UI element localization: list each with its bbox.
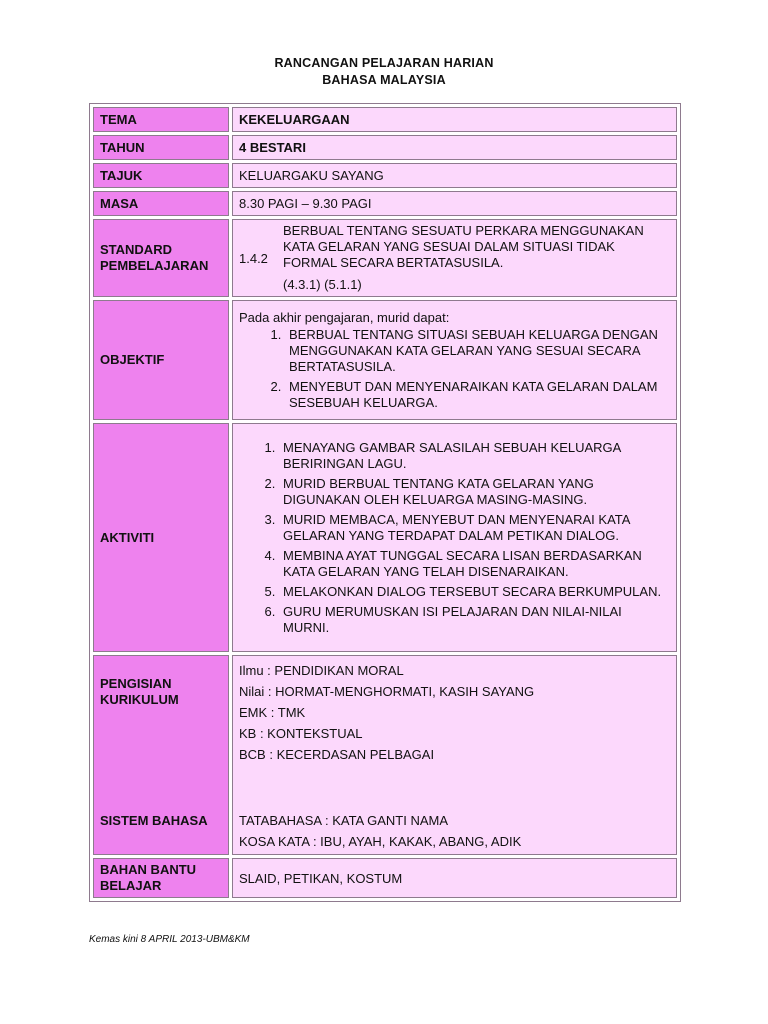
value-tahun: 4 BESTARI [232, 135, 677, 160]
document-subtitle: BAHASA MALAYSIA [322, 73, 446, 87]
objektif-item: 1. BERBUAL TENTANG SITUASI SEBUAH KELUARGA DENGAN MENGGUNAKAN KATA GELARAN YANG SESUAI SECARA BERTATASUSILA. [285, 327, 670, 375]
label-bahan-line2: BELAJAR [100, 878, 162, 893]
standard-refs: (4.3.1) (5.1.1) [283, 277, 362, 292]
label-sistem-bahasa: SISTEM BAHASA [100, 813, 208, 828]
value-pengisian-sistem [232, 655, 677, 855]
value-tema: KEKELUARGAAN [232, 107, 677, 132]
lesson-plan-table [89, 103, 681, 902]
aktiviti-list [239, 440, 670, 636]
row-objektif [93, 300, 677, 420]
label-aktiviti: AKTIVITI [93, 423, 229, 652]
row-bahan [93, 858, 677, 898]
row-tajuk [93, 163, 677, 188]
pengisian-line: Nilai : HORMAT-MENGHORMATI, KASIH SAYANG [239, 684, 535, 699]
objektif-intro: Pada akhir pengajaran, murid dapat: [239, 310, 450, 325]
standard-block [239, 223, 670, 293]
objektif-list [239, 327, 670, 411]
label-standard-line2: PEMBELAJARAN [100, 258, 209, 273]
label-tema: TEMA [93, 107, 229, 132]
aktiviti-item: 4. MEMBINA AYAT TUNGGAL SECARA LISAN BERDASARKAN KATA GELARAN YANG TELAH DISENARAIKAN. [279, 548, 670, 580]
row-pengisian-sistem [93, 655, 677, 855]
aktiviti-item: 5. MELAKONKAN DIALOG TERSEBUT SECARA BERKUMPULAN. [279, 584, 670, 600]
pengisian-line: KB : KONTEKSTUAL [239, 726, 363, 741]
label-standard [93, 219, 229, 297]
label-bahan-line1: BAHAN BANTU [100, 862, 197, 877]
objektif-item: 2. MENYEBUT DAN MENYENARAIKAN KATA GELARAN DALAM SESEBUAH KELUARGA. [285, 379, 670, 411]
sistem-line: KOSA KATA : IBU, AYAH, KAKAK, ABANG, ADIK [239, 834, 522, 849]
label-bahan [93, 858, 229, 898]
footer-note: Kemas kini 8 APRIL 2013-UBM&KM [89, 934, 250, 945]
row-tahun [93, 135, 677, 160]
aktiviti-item: 1. MENAYANG GAMBAR SALASILAH SEBUAH KELUARGA BERIRINGAN LAGU. [279, 440, 670, 472]
label-pengisian-line1: PENGISIAN [100, 676, 172, 691]
label-pengisian-sistem [93, 655, 229, 855]
document-title: RANCANGAN PELAJARAN HARIAN [274, 56, 494, 70]
label-pengisian-line2: KURIKULUM [100, 692, 179, 707]
aktiviti-item: 2. MURID BERBUAL TENTANG KATA GELARAN YANG DIGUNAKAN OLEH KELUARGA MASING-MASING. [279, 476, 670, 508]
value-masa: 8.30 PAGI – 9.30 PAGI [232, 191, 677, 216]
pengisian-line: BCB : KECERDASAN PELBAGAI [239, 747, 435, 762]
label-masa: MASA [93, 191, 229, 216]
value-bahan: SLAID, PETIKAN, KOSTUM [232, 858, 677, 898]
standard-text: BERBUAL TENTANG SESUATU PERKARA MENGGUNAKAN KATA GELARAN YANG SESUAI DALAM SITUASI TIDAK FORMAL SECARA BERTATASUSILA. [283, 223, 644, 270]
value-standard [232, 219, 677, 297]
sistem-line: TATABAHASA : KATA GANTI NAMA [239, 813, 449, 828]
row-tema [93, 107, 677, 132]
label-tahun: TAHUN [93, 135, 229, 160]
row-aktiviti [93, 423, 677, 652]
aktiviti-item: 6. GURU MERUMUSKAN ISI PELAJARAN DAN NILAI-NILAI MURNI. [279, 604, 670, 636]
row-masa [93, 191, 677, 216]
standard-code: 1.4.2 [239, 250, 268, 266]
value-tajuk: KELUARGAKU SAYANG [232, 163, 677, 188]
label-standard-line1: STANDARD [100, 242, 172, 257]
value-objektif [232, 300, 677, 420]
aktiviti-item: 3. MURID MEMBACA, MENYEBUT DAN MENYENARAI KATA GELARAN YANG TERDAPAT DALAM PETIKAN DIALOG. [279, 512, 670, 544]
value-aktiviti [232, 423, 677, 652]
label-objektif: OBJEKTIF [93, 300, 229, 420]
label-tajuk: TAJUK [93, 163, 229, 188]
pengisian-line: EMK : TMK [239, 705, 306, 720]
pengisian-line: Ilmu : PENDIDIKAN MORAL [239, 663, 404, 678]
standard-content [283, 223, 670, 293]
row-standard [93, 219, 677, 297]
